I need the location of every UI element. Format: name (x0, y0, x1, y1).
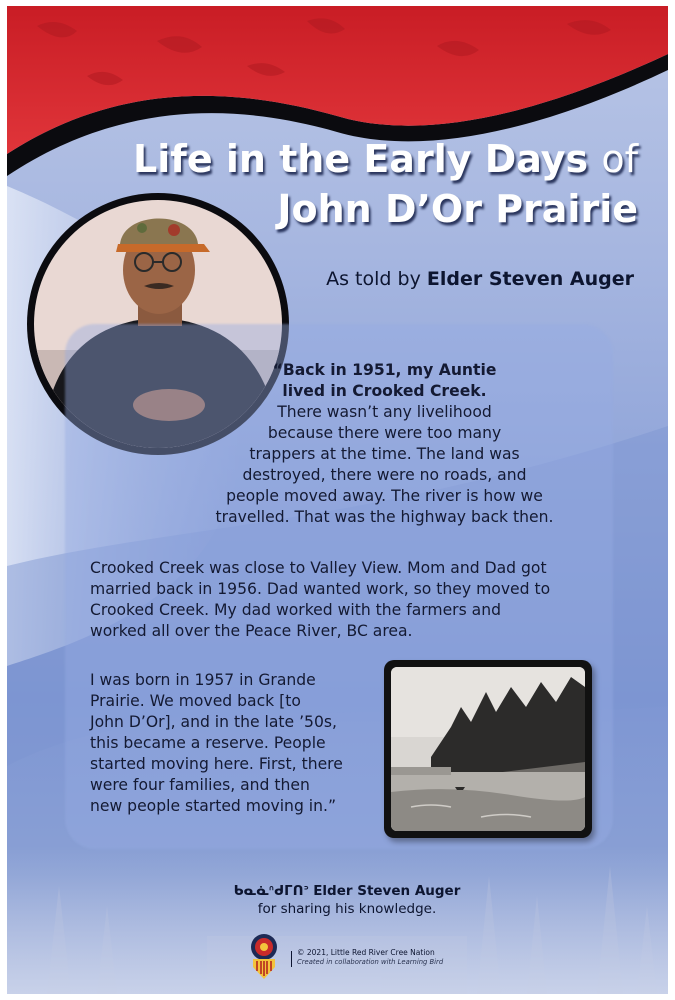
subtitle-name: Elder Steven Auger (426, 268, 634, 290)
paragraph-line: new people started moving in.” (90, 797, 337, 815)
title-of: of (601, 137, 638, 181)
acknowledgement-line2: for sharing his knowledge. (257, 901, 437, 917)
paragraph-line: worked all over the Peace River, BC area. (90, 622, 413, 640)
river-image (391, 667, 585, 831)
quote-bold-line: lived in Crooked Creek. (282, 382, 487, 400)
quote-line: trappers at the time. The land was (249, 445, 520, 463)
paragraph-line: married back in 1956. Dad wanted work, so they moved to (90, 580, 551, 598)
footer-separator (291, 951, 292, 967)
footer-copyright: © 2021, Little Red River Cree Nation (297, 948, 435, 957)
subtitle-prefix: As told by (326, 268, 421, 290)
quote-paragraph-3 (90, 670, 390, 817)
quote-line: travelled. That was the highway back then. (215, 508, 554, 526)
quote-bold-line: “Back in 1951, my Auntie (272, 361, 497, 379)
acknowledgement-syllabics: ᑲᓇᓈᐢᑯᒥᑎᐣ (233, 883, 309, 899)
paragraph-line: I was born in 1957 in Grande (90, 671, 316, 689)
footer (247, 933, 507, 983)
quote-line: because there were too many (267, 424, 502, 442)
quote-line: people moved away. The river is how we (226, 487, 543, 505)
paragraph-line: Crooked Creek was close to Valley View. Mom and Dad got (90, 559, 547, 577)
acknowledgement (157, 882, 537, 918)
quote-paragraph-2 (90, 558, 610, 642)
quote-line: destroyed, there were no roads, and (242, 466, 527, 484)
paragraph-line: were four families, and then (90, 776, 310, 794)
paragraph-line: John D’Or], and in the late ’50s, (90, 713, 337, 731)
title-line1: Life in the Early Days (133, 137, 589, 181)
historic-river-photo (384, 660, 592, 838)
footer-credit: Created in collaboration with Learning Bird (297, 958, 444, 966)
title-line2: John D’Or Prairie (277, 187, 638, 231)
quote-paragraph-1 (157, 360, 612, 528)
acknowledgement-name: Elder Steven Auger (313, 883, 461, 899)
paragraph-line: started moving here. First, there (90, 755, 343, 773)
paragraph-line: this became a reserve. People (90, 734, 326, 752)
paragraph-line: Prairie. We moved back [to (90, 692, 301, 710)
paragraph-line: Crooked Creek. My dad worked with the farmers and (90, 601, 502, 619)
nation-logo-icon (247, 933, 281, 981)
quote-line: There wasn’t any livelihood (277, 403, 492, 421)
poster (7, 6, 668, 994)
